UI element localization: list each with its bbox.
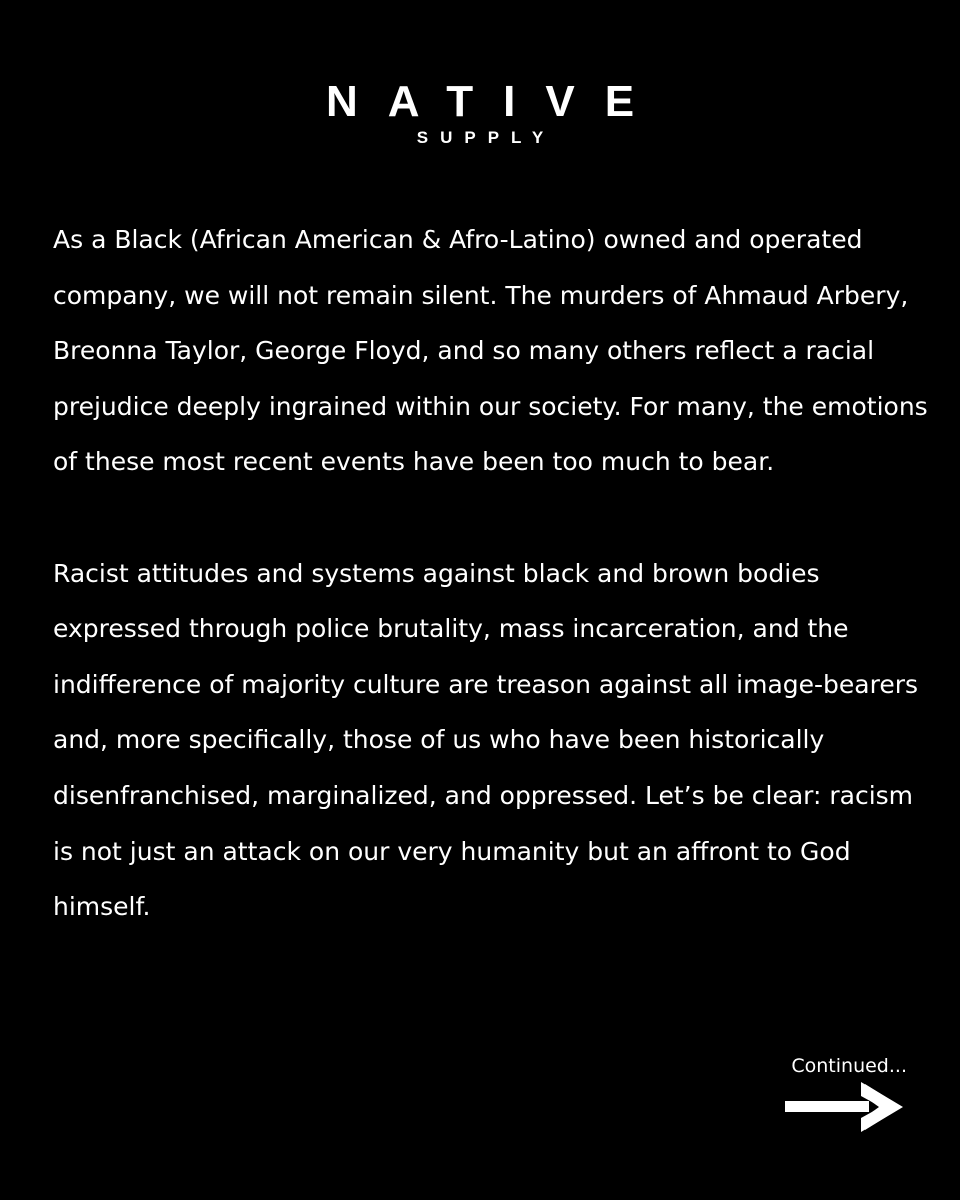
brand-logo [0,78,960,148]
statement-paragraph-2: Racist attitudes and systems against black and brown bodies expressed through police brutality, mass incarceration, and the indifference of majority culture are treason against all image-bearers and, more specifically, those of us who have been historically disenfranchised, marginalized, and oppressed. Let’s be clear: racism is not just an attack on our very humanity but an affront to God himself. [53,558,919,922]
arrow-right-icon [785,1082,903,1132]
continued-label: Continued... [791,1055,907,1077]
brand-name: NATIVE [325,77,665,126]
statement-paragraph-1: As a Black (African American & Afro-Latino) owned and operated company, we will not remain silent. The murders of Ahmaud Arbery, Breonna Taylor, George Floyd, and so many others reflect a racial prejudice deeply ingrained within our society. For many, the emotions of these most recent events have been too much to bear. [53,225,928,477]
statement-body [53,212,933,935]
brand-subtitle: SUPPLY [416,128,556,147]
